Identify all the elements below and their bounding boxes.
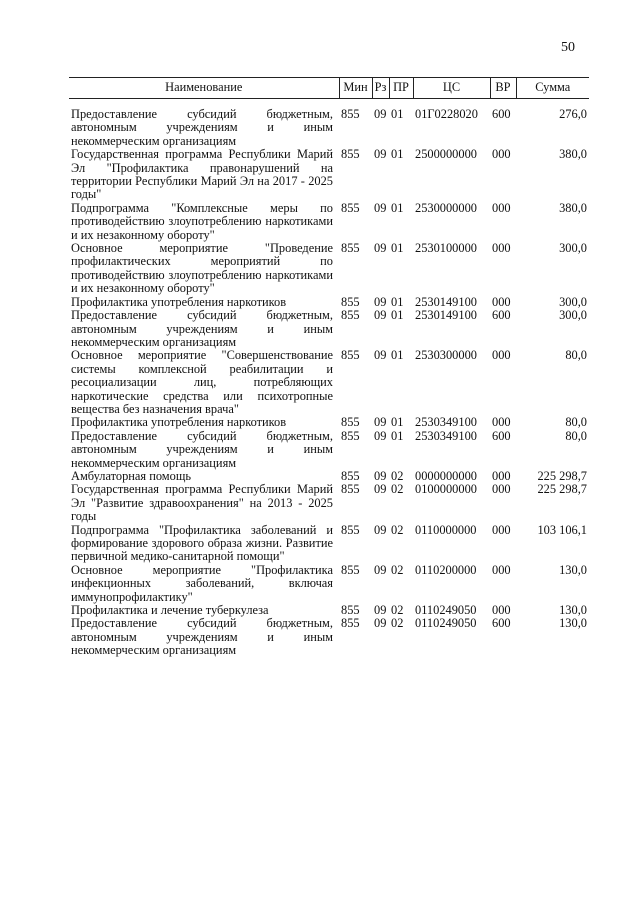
- cell-pr: 02: [391, 616, 404, 631]
- cell-name: Предоставление субсидий бюджетным, автономным учреждениям и иным некоммерческим организациям: [71, 107, 333, 148]
- cell-pr: 01: [391, 294, 404, 309]
- table-row: [69, 202, 589, 242]
- cell-rz: 09: [374, 348, 387, 363]
- table-row: [69, 617, 589, 657]
- cell-name: Основное мероприятие "Профилактика инфекционных заболеваний, включая иммунопрофилактику": [71, 562, 333, 604]
- cell-cs: 0110249050: [415, 603, 477, 618]
- cell-rz: 09: [374, 147, 387, 162]
- cell-name: Предоставление субсидий бюджетным, автономным учреждениям и иным некоммерческим организациям: [71, 428, 333, 470]
- cell-cs: 2530149100: [415, 308, 477, 323]
- cell-min: 855: [341, 200, 360, 215]
- header-row: [69, 78, 589, 99]
- table-row: [69, 242, 589, 296]
- cell-sum: 380,0: [559, 200, 587, 215]
- budget-table: [69, 77, 589, 658]
- cell-vr: 000: [492, 147, 511, 162]
- cell-rz: 09: [374, 428, 387, 443]
- cell-vr: 600: [492, 428, 511, 443]
- cell-vr: 000: [492, 348, 511, 363]
- cell-min: 855: [341, 468, 360, 483]
- cell-cs: 2530349100: [415, 415, 477, 430]
- cell-vr: 600: [492, 616, 511, 631]
- cell-sum: 80,0: [565, 348, 587, 363]
- cell-sum: 380,0: [559, 147, 587, 162]
- table-row: [69, 524, 589, 564]
- cell-rz: 09: [374, 415, 387, 430]
- cell-min: 855: [341, 562, 360, 577]
- cell-rz: 09: [374, 482, 387, 497]
- cell-name: Подпрограмма "Профилактика заболеваний и формирование здорового образа жизни. Развитие первичной медико-санитарной помощи": [71, 522, 333, 564]
- cell-sum: 300,0: [559, 294, 587, 309]
- table-row: [69, 604, 589, 617]
- table-row: [69, 483, 589, 523]
- cell-name: Профилактика употребления наркотиков: [71, 294, 287, 309]
- cell-pr: 01: [391, 415, 404, 430]
- cell-pr: 02: [391, 603, 404, 618]
- cell-min: 855: [341, 616, 360, 631]
- table-row: [69, 309, 589, 349]
- cell-sum: 80,0: [565, 428, 587, 443]
- cell-name: Предоставление субсидий бюджетным, автономным учреждениям и иным некоммерческим организациям: [71, 616, 333, 658]
- cell-rz: 09: [374, 107, 387, 121]
- cell-cs: 0110200000: [415, 562, 477, 577]
- cell-name: Государственная программа Республики Марий Эл "Развитие здравоохранения" на 2013 - 2025 годы: [71, 482, 333, 524]
- cell-name: Основное мероприятие "Совершенствование системы комплексной реабилитации и ресоциализации лиц, потребляющих наркотические средства или психотропные вещества без назначения врача": [71, 348, 333, 416]
- table-row: [69, 564, 589, 604]
- table-header: [69, 78, 589, 99]
- cell-min: 855: [341, 482, 360, 497]
- page-number: 50: [561, 40, 575, 55]
- cell-rz: 09: [374, 241, 387, 256]
- cell-pr: 01: [391, 241, 404, 256]
- cell-min: 855: [341, 294, 360, 309]
- col-header-name: Наименование: [69, 78, 339, 99]
- col-header-pr: ПР: [389, 78, 413, 99]
- cell-cs: 2530100000: [415, 241, 477, 256]
- cell-rz: 09: [374, 522, 387, 537]
- cell-rz: 09: [374, 562, 387, 577]
- cell-cs: 01Г0228020: [415, 107, 478, 121]
- cell-rz: 09: [374, 616, 387, 631]
- cell-sum: 225 298,7: [537, 482, 587, 497]
- cell-cs: 0110000000: [415, 522, 477, 537]
- table-row: [69, 416, 589, 429]
- cell-cs: 0110249050: [415, 616, 477, 631]
- cell-name: Амбулаторная помощь: [71, 468, 192, 483]
- table-row: [69, 470, 589, 483]
- cell-min: 855: [341, 107, 360, 121]
- cell-pr: 01: [391, 348, 404, 363]
- cell-vr: 000: [492, 241, 511, 256]
- cell-pr: 02: [391, 562, 404, 577]
- cell-sum: 300,0: [559, 308, 587, 323]
- cell-rz: 09: [374, 200, 387, 215]
- cell-min: 855: [341, 428, 360, 443]
- cell-pr: 01: [391, 308, 404, 323]
- cell-pr: 01: [391, 428, 404, 443]
- cell-cs: 2530000000: [415, 200, 477, 215]
- cell-name: Предоставление субсидий бюджетным, автономным учреждениям и иным некоммерческим организациям: [71, 308, 333, 349]
- cell-min: 855: [341, 522, 360, 537]
- cell-cs: 2530300000: [415, 348, 477, 363]
- cell-min: 855: [341, 348, 360, 363]
- cell-pr: 01: [391, 147, 404, 162]
- cell-vr: 000: [492, 603, 511, 618]
- cell-vr: 000: [492, 522, 511, 537]
- cell-min: 855: [341, 147, 360, 162]
- col-header-sum: Сумма: [516, 78, 589, 99]
- cell-cs: 0100000000: [415, 482, 477, 497]
- cell-name: Подпрограмма "Комплексные меры по противодействию злоупотреблению наркотиками и их незаконному обороту": [71, 200, 333, 242]
- cell-vr: 000: [492, 482, 511, 497]
- col-header-vr: ВР: [490, 78, 516, 99]
- cell-min: 855: [341, 241, 360, 256]
- cell-min: 855: [341, 415, 360, 430]
- col-header-cs: ЦС: [413, 78, 490, 99]
- cell-vr: 600: [492, 308, 511, 323]
- col-header-min: Мин: [339, 78, 372, 99]
- cell-pr: 01: [391, 107, 404, 121]
- cell-sum: 103 106,1: [537, 522, 587, 537]
- cell-sum: 225 298,7: [537, 468, 587, 483]
- cell-rz: 09: [374, 308, 387, 323]
- cell-rz: 09: [374, 294, 387, 309]
- table-row: [69, 99, 589, 149]
- table-row: [69, 296, 589, 309]
- cell-name: Государственная программа Республики Марий Эл "Профилактика правонарушений на территории Республики Марий Эл на 2017 - 2025 годы": [71, 147, 333, 202]
- cell-name: Профилактика и лечение туберкулеза: [71, 603, 269, 618]
- cell-vr: 000: [492, 415, 511, 430]
- cell-sum: 300,0: [559, 241, 587, 256]
- cell-cs: 2530349100: [415, 428, 477, 443]
- cell-pr: 02: [391, 522, 404, 537]
- cell-sum: 130,0: [559, 603, 587, 618]
- cell-cs: 2500000000: [415, 147, 477, 162]
- cell-sum: 80,0: [565, 415, 587, 430]
- cell-pr: 02: [391, 468, 404, 483]
- cell-sum: 276,0: [559, 107, 587, 121]
- cell-cs: 0000000000: [415, 468, 477, 483]
- cell-vr: 000: [492, 200, 511, 215]
- table-row: [69, 349, 589, 416]
- cell-name: Основное мероприятие "Проведение профилактических мероприятий по противодействию злоупотреблению наркотиками и их незаконному обороту": [71, 241, 333, 296]
- cell-min: 855: [341, 308, 360, 323]
- cell-min: 855: [341, 603, 360, 618]
- table-body: [69, 99, 589, 658]
- cell-vr: 000: [492, 468, 511, 483]
- cell-sum: 130,0: [559, 562, 587, 577]
- col-header-rz: Рз: [372, 78, 389, 99]
- cell-vr: 000: [492, 562, 511, 577]
- cell-name: Профилактика употребления наркотиков: [71, 415, 287, 430]
- cell-pr: 02: [391, 482, 404, 497]
- table-row: [69, 430, 589, 470]
- cell-vr: 600: [492, 107, 511, 121]
- cell-pr: 01: [391, 200, 404, 215]
- cell-vr: 000: [492, 294, 511, 309]
- table-row: [69, 148, 589, 202]
- cell-rz: 09: [374, 468, 387, 483]
- cell-sum: 130,0: [559, 616, 587, 631]
- cell-cs: 2530149100: [415, 294, 477, 309]
- cell-rz: 09: [374, 603, 387, 618]
